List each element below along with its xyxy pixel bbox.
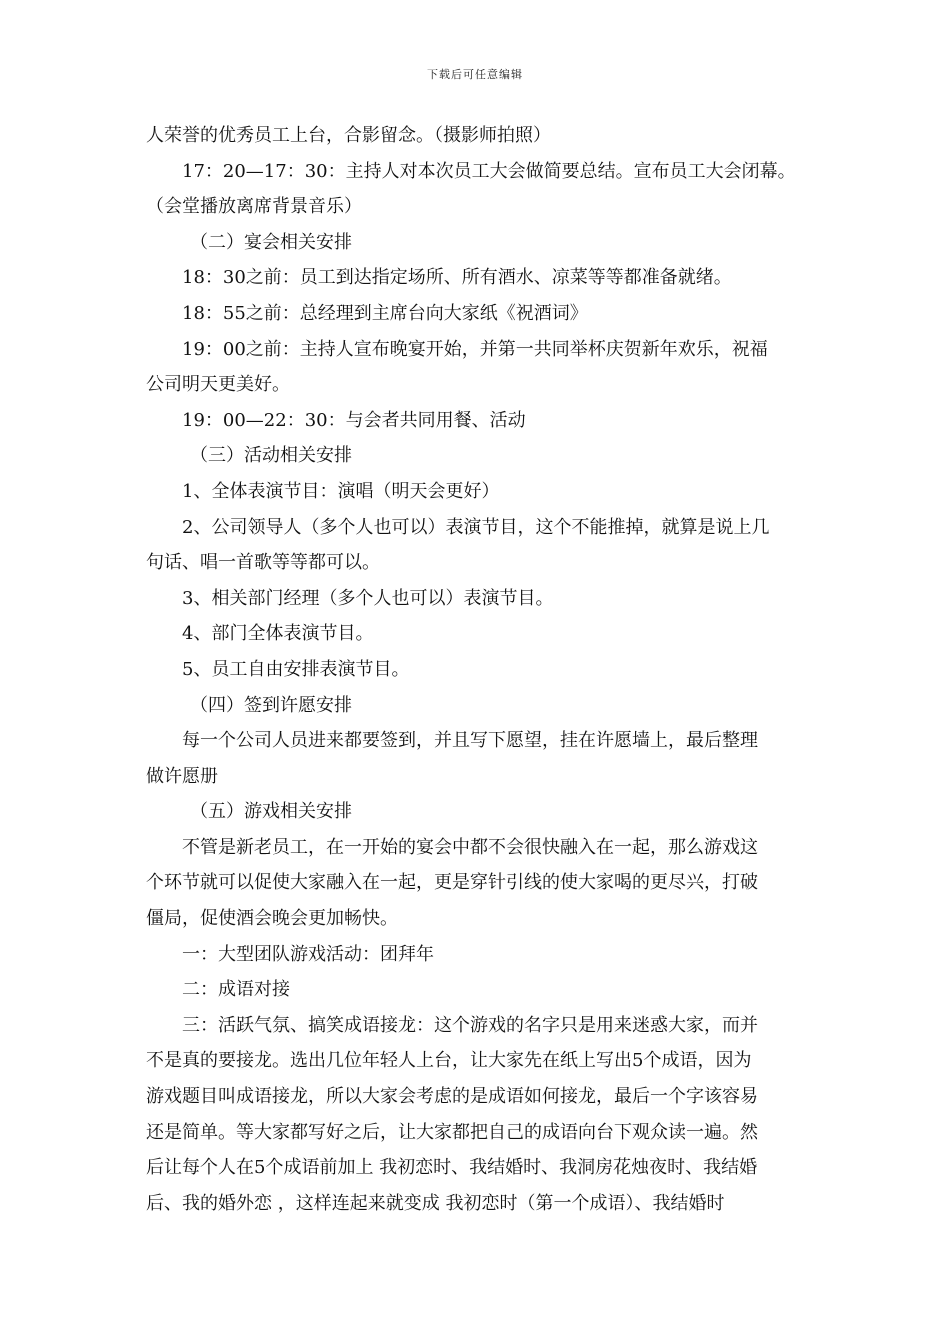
text-line: 2、公司领导人（多个人也可以）表演节目，这个不能推掉，就算是说上几 bbox=[182, 516, 770, 538]
text-line: 个环节就可以促使大家融入在一起，更是穿针引线的使大家喝的更尽兴，打破 bbox=[146, 872, 758, 894]
document-body bbox=[146, 118, 826, 1221]
text-line: （三）活动相关安排 bbox=[190, 445, 352, 467]
text-line: 三：活跃气氛、搞笑成语接龙：这个游戏的名字只是用来迷惑大家，而并 bbox=[182, 1014, 758, 1036]
text-line: （二）宴会相关安排 bbox=[190, 231, 352, 253]
text-line: 公司明天更美好。 bbox=[146, 374, 290, 396]
text-line: 不是真的要接龙。选出几位年轻人上台，让大家先在纸上写出5个成语，因为 bbox=[146, 1050, 752, 1072]
page-header: 下载后可任意编辑 bbox=[427, 68, 523, 81]
text-line: 僵局，促使酒会晚会更加畅快。 bbox=[146, 908, 398, 930]
text-line: 每一个公司人员进来都要签到，并且写下愿望，挂在许愿墙上，最后整理 bbox=[182, 730, 758, 752]
text-line: 19：00之前：主持人宣布晚宴开始，并第一共同举杯庆贺新年欢乐，祝福 bbox=[182, 338, 768, 360]
text-line: （五）游戏相关安排 bbox=[190, 801, 352, 823]
text-line: 1、全体表演节目：演唱（明天会更好） bbox=[182, 480, 500, 502]
text-line: 18：55之前：总经理到主席台向大家纸《祝酒词》 bbox=[182, 302, 588, 324]
text-line: 3、相关部门经理（多个人也可以）表演节目。 bbox=[182, 587, 554, 609]
text-line: 19：00—22：30：与会者共同用餐、活动 bbox=[182, 409, 526, 431]
text-line: 游戏题目叫成语接龙，所以大家会考虑的是成语如何接龙，最后一个字该容易 bbox=[146, 1086, 758, 1108]
text-line: 二：成语对接 bbox=[182, 979, 290, 1001]
text-line: 句话、唱一首歌等等都可以。 bbox=[146, 552, 380, 574]
text-line: 后、我的婚外恋 ，这样连起来就变成 我初恋时（第一个成语）、我结婚时 bbox=[146, 1192, 725, 1214]
text-line: 做许愿册 bbox=[146, 765, 218, 787]
text-line: 18：30之前：员工到达指定场所、所有酒水、凉菜等等都准备就绪。 bbox=[182, 267, 732, 289]
text-line: 后让每个人在5个成语前加上 我初恋时、我结婚时、我洞房花烛夜时、我结婚 bbox=[146, 1157, 758, 1179]
text-line: 5、员工自由安排表演节目。 bbox=[182, 658, 410, 680]
text-line: 不管是新老员工，在一开始的宴会中都不会很快融入在一起，那么游戏这 bbox=[182, 836, 758, 858]
text-line: 还是简单。等大家都写好之后，让大家都把自己的成语向台下观众读一遍。然 bbox=[146, 1121, 758, 1143]
text-line: （会堂播放离席背景音乐） bbox=[146, 196, 362, 218]
text-line: 一：大型团队游戏活动：团拜年 bbox=[182, 943, 434, 965]
text-line: （四）签到许愿安排 bbox=[190, 694, 352, 716]
text-line: 4、部门全体表演节目。 bbox=[182, 623, 374, 645]
text-line: 人荣誉的优秀员工上台，合影留念。（摄影师拍照） bbox=[146, 125, 551, 146]
text-line: 17：20—17：30：主持人对本次员工大会做简要总结。宣布员工大会闭幕。 bbox=[182, 160, 796, 182]
